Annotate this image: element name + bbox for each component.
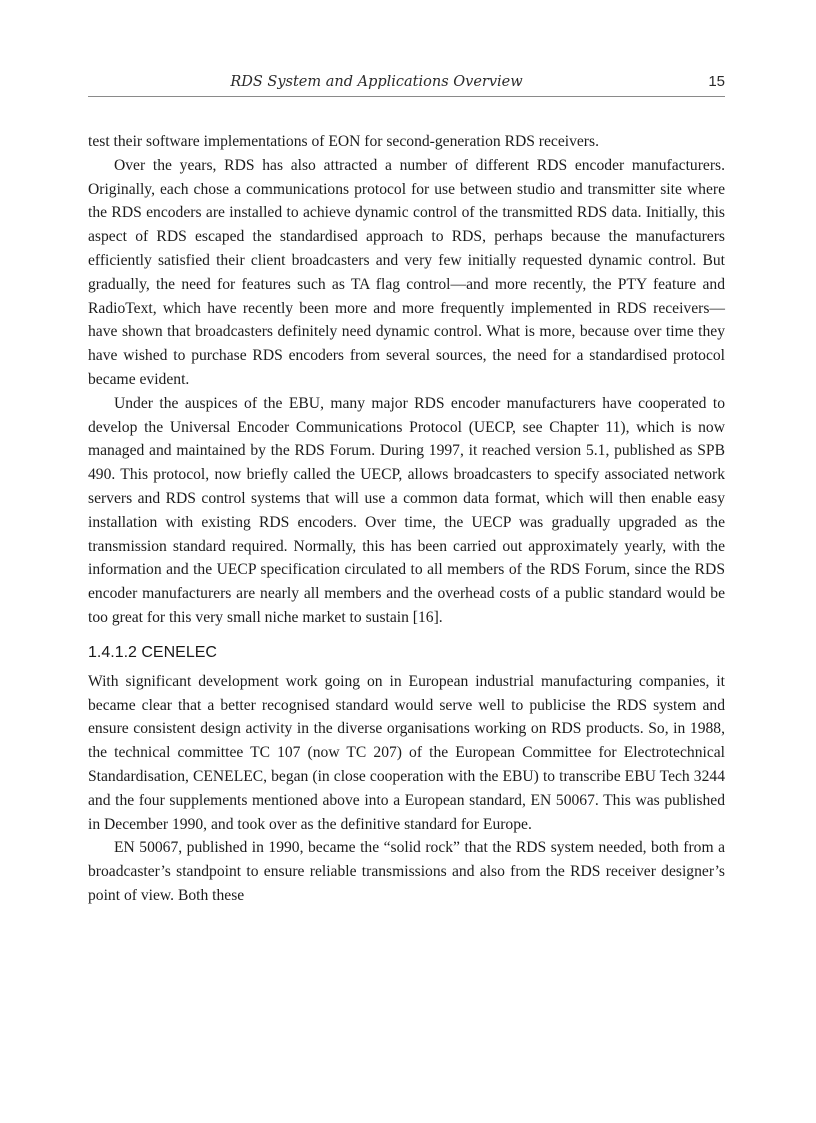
running-header bbox=[88, 72, 725, 97]
running-title: RDS System and Applications Overview bbox=[230, 74, 523, 90]
page-number: 15 bbox=[708, 73, 725, 90]
section-heading-cenelec: 1.4.1.2 CENELEC bbox=[88, 643, 217, 661]
paragraph-continuation: test their software implementations of EON for second-generation RDS receivers. bbox=[88, 133, 599, 150]
body-text bbox=[88, 130, 725, 908]
paragraph-cenelec-standard: With significant development work going on in European industrial manufacturing companies, it became clear that a better recognised standard would serve well to publicise the RDS system and ensure consistent design activity in the diverse organisations working on RDS products. So, in 1988, the technical committee TC 107 (now TC 207) of the European Committee for Electrotechnical Standardisation, CENELEC, began (in close cooperation with the EBU) to transcribe EBU Tech 3244 and the four supplements mentioned above into a European standard, EN 50067. This was published in December 1990, and took over as the definitive standard for Europe. bbox=[88, 672, 725, 833]
paragraph-encoder-manufacturers: Over the years, RDS has also attracted a number of different RDS encoder manufacturers. Originally, each chose a communications protocol for use between studio and transmitter site where the RDS encoders are installed to achieve dynamic control of the transmitted RDS data. Initially, this aspect of RDS escaped the standardised approach to RDS, perhaps because the manufacturers efficiently satisfied their client broadcasters and very few initially requested dynamic control. But gradually, the need for features such as TA flag control—and more recently, the PTY feature and RadioText, which have recently been more and more frequently implemented in RDS receivers—have shown that broadcasters definitely need dynamic control. What is more, because over time they have wished to purchase RDS encoders from several sources, the need for a standardised protocol became evident. bbox=[88, 156, 725, 388]
paragraph-en50067: EN 50067, published in 1990, became the “solid rock” that the RDS system needed, both from a broadcaster’s standpoint to ensure reliable transmissions and also from the RDS receiver designer’s point of view. Both these bbox=[88, 839, 725, 904]
paragraph-uecp: Under the auspices of the EBU, many major RDS encoder manufacturers have cooperated to develop the Universal Encoder Communications Protocol (UECP, see Chapter 11), which is now managed and maintained by the RDS Forum. During 1997, it reached version 5.1, published as SPB 490. This protocol, now briefly called the UECP, allows broadcasters to specify associated network servers and RDS control systems that will use a common data format, which will then enable easy installation with existing RDS encoders. Over time, the UECP was gradually upgraded as the transmission standard required. Normally, this has been carried out approximately yearly, with the information and the UECP specification circulated to all members of the RDS Forum, since the RDS encoder manufacturers are nearly all members and the overhead costs of a public standard would be too great for this very small niche market to sustain [16]. bbox=[88, 394, 725, 626]
